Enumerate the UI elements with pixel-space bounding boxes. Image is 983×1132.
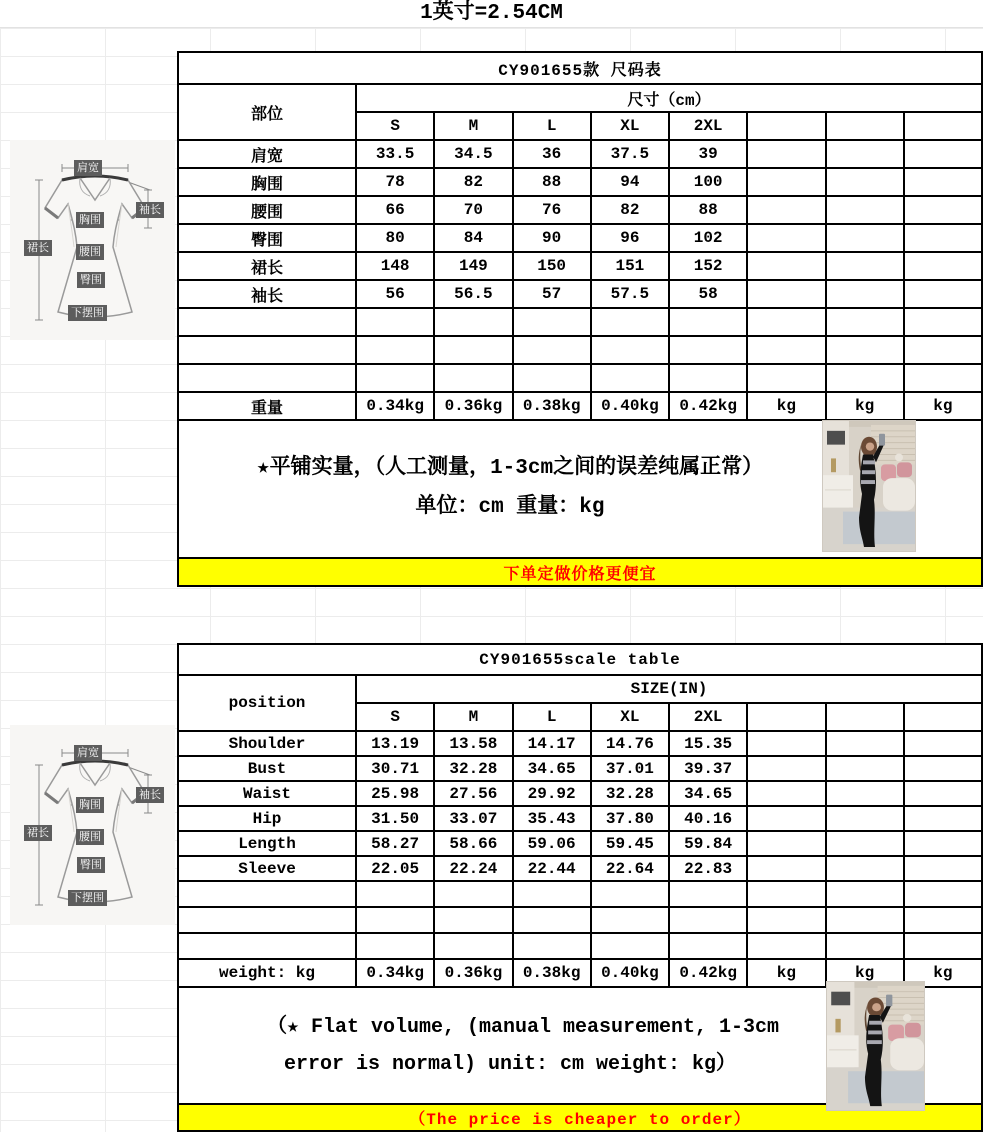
empty-row — [178, 907, 982, 933]
size-col-2xl: 2XL — [669, 703, 747, 731]
measure-cell: 57 — [513, 280, 591, 308]
note-line-2: 单位：cm 重量：kg — [415, 496, 605, 519]
empty-cell — [356, 336, 434, 364]
measure-cell: 29.92 — [513, 781, 591, 806]
empty-cell — [826, 933, 904, 959]
measure-row — [178, 806, 982, 831]
empty-cell — [669, 933, 747, 959]
row-label: 袖长 — [178, 280, 356, 308]
sleeve-length-label: 袖长 — [136, 202, 164, 218]
weight-cell: 0.34kg — [356, 959, 434, 987]
measure-cell: 58.66 — [434, 831, 512, 856]
measure-cell: 56.5 — [434, 280, 512, 308]
measure-row — [178, 196, 982, 224]
measure-cell: 78 — [356, 168, 434, 196]
empty-cell — [747, 907, 825, 933]
table-row — [178, 52, 982, 84]
measure-cell: 59.06 — [513, 831, 591, 856]
measure-cell: 32.28 — [591, 781, 669, 806]
empty-row — [178, 308, 982, 336]
empty-cell — [356, 881, 434, 907]
hip-label: 臀围 — [77, 857, 105, 873]
measure-cell: 13.19 — [356, 731, 434, 756]
measure-cell — [747, 140, 825, 168]
size-col-empty — [826, 703, 904, 731]
measure-cell — [904, 856, 982, 881]
measure-cell — [904, 831, 982, 856]
weight-cell: kg — [747, 392, 825, 420]
row-label: 肩宽 — [178, 140, 356, 168]
empty-cell — [826, 881, 904, 907]
measure-cell: 35.43 — [513, 806, 591, 831]
measure-cell: 152 — [669, 252, 747, 280]
measure-cell: 36 — [513, 140, 591, 168]
weight-cell: kg — [826, 959, 904, 987]
row-label: Length — [178, 831, 356, 856]
measure-row — [178, 168, 982, 196]
empty-cell — [591, 308, 669, 336]
empty-cell — [904, 907, 982, 933]
empty-cell — [434, 308, 512, 336]
measure-cell: 34.65 — [513, 756, 591, 781]
measure-cell: 66 — [356, 196, 434, 224]
empty-cell — [434, 881, 512, 907]
shoulder-width-label: 肩宽 — [74, 160, 102, 176]
measure-row — [178, 280, 982, 308]
size-col-empty — [904, 112, 982, 140]
dress-measurement-diagram — [10, 140, 175, 340]
row-label: Bust — [178, 756, 356, 781]
empty-cell — [591, 336, 669, 364]
size-col-m: M — [434, 703, 512, 731]
empty-cell — [513, 907, 591, 933]
empty-cell — [826, 336, 904, 364]
model-in-black-dress-photo — [827, 982, 924, 1110]
hem-label: 下摆围 — [68, 890, 107, 906]
measure-cell: 82 — [434, 168, 512, 196]
size-col-empty — [747, 112, 825, 140]
weight-label: weight: kg — [178, 959, 356, 987]
measure-row — [178, 224, 982, 252]
bust-label: 胸围 — [76, 797, 104, 813]
measure-cell: 14.76 — [591, 731, 669, 756]
size-unit-header-en: SIZE(IN) — [356, 675, 982, 703]
hip-label: 臀围 — [77, 272, 105, 288]
weight-label: 重量 — [178, 392, 356, 420]
empty-cell — [904, 336, 982, 364]
row-label: 裙长 — [178, 252, 356, 280]
weight-cell: 0.36kg — [434, 959, 512, 987]
empty-cell — [591, 881, 669, 907]
shoulder-width-label: 肩宽 — [74, 745, 102, 761]
size-col-l: L — [513, 112, 591, 140]
row-label: Sleeve — [178, 856, 356, 881]
empty-cell — [434, 364, 512, 392]
waist-label: 腰围 — [76, 829, 104, 845]
measure-cell: 37.01 — [591, 756, 669, 781]
sleeve-length-label: 袖长 — [136, 787, 164, 803]
measure-cell: 76 — [513, 196, 591, 224]
empty-cell — [669, 308, 747, 336]
measure-cell — [826, 252, 904, 280]
empty-cell — [513, 881, 591, 907]
empty-cell — [178, 881, 356, 907]
row-label: 胸围 — [178, 168, 356, 196]
measure-cell: 40.16 — [669, 806, 747, 831]
measure-cell — [747, 756, 825, 781]
measure-cell — [747, 252, 825, 280]
empty-cell — [591, 933, 669, 959]
weight-cell: kg — [747, 959, 825, 987]
measure-cell: 37.80 — [591, 806, 669, 831]
measure-cell — [904, 224, 982, 252]
model-photo — [822, 420, 916, 552]
measure-cell: 37.5 — [591, 140, 669, 168]
measure-cell — [904, 806, 982, 831]
measure-cell: 33.5 — [356, 140, 434, 168]
model-photo — [826, 981, 925, 1111]
row-label: 臀围 — [178, 224, 356, 252]
measure-cell — [747, 831, 825, 856]
measure-cell — [826, 731, 904, 756]
corner-header-cn: 部位 — [178, 84, 356, 140]
measure-cell: 39.37 — [669, 756, 747, 781]
empty-cell — [513, 364, 591, 392]
empty-cell — [826, 308, 904, 336]
size-col-xl: XL — [591, 703, 669, 731]
measure-cell: 22.64 — [591, 856, 669, 881]
promo-banner-cn: 下单定做价格更便宜 — [178, 558, 982, 586]
measure-cell: 59.45 — [591, 831, 669, 856]
empty-cell — [178, 336, 356, 364]
measure-cell: 96 — [591, 224, 669, 252]
measure-cell — [904, 252, 982, 280]
empty-cell — [826, 907, 904, 933]
measure-cell — [826, 140, 904, 168]
empty-cell — [747, 308, 825, 336]
weight-cell: 0.40kg — [591, 392, 669, 420]
row-label: Hip — [178, 806, 356, 831]
weight-cell: 0.38kg — [513, 959, 591, 987]
measure-row — [178, 831, 982, 856]
measure-cell: 148 — [356, 252, 434, 280]
row-label: Waist — [178, 781, 356, 806]
weight-cell: 0.38kg — [513, 392, 591, 420]
empty-row — [178, 881, 982, 907]
empty-cell — [904, 933, 982, 959]
corner-header-en: position — [178, 675, 356, 731]
row-label: 腰围 — [178, 196, 356, 224]
empty-cell — [747, 881, 825, 907]
measure-row — [178, 731, 982, 756]
model-in-black-dress-photo — [823, 421, 915, 551]
measure-cell: 94 — [591, 168, 669, 196]
empty-cell — [434, 933, 512, 959]
weight-cell: kg — [904, 392, 982, 420]
measure-cell: 88 — [669, 196, 747, 224]
measure-cell: 34.5 — [434, 140, 512, 168]
size-col-empty — [826, 112, 904, 140]
measure-cell: 13.58 — [434, 731, 512, 756]
weight-cell: 0.36kg — [434, 392, 512, 420]
weight-cell: 0.40kg — [591, 959, 669, 987]
measure-cell: 31.50 — [356, 806, 434, 831]
measure-cell: 14.17 — [513, 731, 591, 756]
measure-cell — [747, 731, 825, 756]
empty-row — [178, 336, 982, 364]
empty-cell — [747, 933, 825, 959]
measure-cell: 57.5 — [591, 280, 669, 308]
empty-cell — [591, 364, 669, 392]
table-row — [178, 644, 982, 675]
measure-cell: 15.35 — [669, 731, 747, 756]
measure-cell — [826, 168, 904, 196]
measure-cell: 149 — [434, 252, 512, 280]
measure-cell: 34.65 — [669, 781, 747, 806]
size-unit-header-cn: 尺寸（cm） — [356, 84, 982, 112]
empty-cell — [178, 308, 356, 336]
measure-cell — [826, 781, 904, 806]
empty-cell — [904, 881, 982, 907]
empty-cell — [591, 907, 669, 933]
measure-cell — [747, 196, 825, 224]
empty-cell — [356, 933, 434, 959]
measure-cell — [747, 856, 825, 881]
size-col-s: S — [356, 703, 434, 731]
measure-cell — [747, 168, 825, 196]
empty-cell — [356, 364, 434, 392]
measure-row — [178, 856, 982, 881]
empty-cell — [513, 933, 591, 959]
empty-cell — [434, 907, 512, 933]
empty-cell — [669, 881, 747, 907]
empty-cell — [178, 907, 356, 933]
empty-cell — [826, 364, 904, 392]
measure-cell: 102 — [669, 224, 747, 252]
note-line-1: （★ Flat volume, (manual measurement, 1-3cm — [266, 1015, 780, 1039]
measure-cell: 84 — [434, 224, 512, 252]
measure-cell: 22.44 — [513, 856, 591, 881]
row-label: Shoulder — [178, 731, 356, 756]
measure-cell: 30.71 — [356, 756, 434, 781]
measure-cell — [904, 756, 982, 781]
size-col-2xl: 2XL — [669, 112, 747, 140]
measure-cell: 25.98 — [356, 781, 434, 806]
empty-cell — [904, 308, 982, 336]
measure-cell: 22.24 — [434, 856, 512, 881]
measure-cell: 58.27 — [356, 831, 434, 856]
measure-cell: 56 — [356, 280, 434, 308]
measure-cell: 70 — [434, 196, 512, 224]
measure-cell — [904, 781, 982, 806]
empty-cell — [178, 364, 356, 392]
unit-conversion-note: 1英寸=2.54CM — [0, 0, 983, 28]
measure-cell: 22.83 — [669, 856, 747, 881]
measure-cell: 88 — [513, 168, 591, 196]
hem-label: 下摆围 — [68, 305, 107, 321]
weight-row — [178, 392, 982, 420]
empty-cell — [747, 364, 825, 392]
measure-cell — [826, 224, 904, 252]
promo-banner-en: （The price is cheaper to order） — [178, 1104, 982, 1131]
measure-cell — [904, 280, 982, 308]
measure-row — [178, 781, 982, 806]
measure-cell: 100 — [669, 168, 747, 196]
measure-cell — [904, 168, 982, 196]
measure-cell: 27.56 — [434, 781, 512, 806]
weight-cell: kg — [904, 959, 982, 987]
weight-cell: 0.34kg — [356, 392, 434, 420]
waist-label: 腰围 — [76, 244, 104, 260]
measure-cell — [826, 280, 904, 308]
empty-cell — [178, 933, 356, 959]
empty-cell — [669, 336, 747, 364]
measure-cell: 82 — [591, 196, 669, 224]
weight-cell: 0.42kg — [669, 392, 747, 420]
size-col-m: M — [434, 112, 512, 140]
measure-cell — [747, 781, 825, 806]
measure-row — [178, 252, 982, 280]
measure-row — [178, 140, 982, 168]
empty-cell — [669, 364, 747, 392]
table-title-cn: CY901655款 尺码表 — [178, 52, 982, 84]
size-col-l: L — [513, 703, 591, 731]
note-line-1: ★平铺实量，（人工测量，1-3cm之间的误差纯属正常） — [256, 457, 764, 481]
bust-label: 胸围 — [76, 212, 104, 228]
measure-cell — [904, 140, 982, 168]
measure-cell — [747, 224, 825, 252]
measure-cell — [826, 196, 904, 224]
measure-cell: 59.84 — [669, 831, 747, 856]
measure-cell: 39 — [669, 140, 747, 168]
measure-cell: 80 — [356, 224, 434, 252]
measure-row — [178, 756, 982, 781]
size-col-empty — [747, 703, 825, 731]
empty-row — [178, 933, 982, 959]
empty-cell — [513, 308, 591, 336]
measure-cell — [826, 856, 904, 881]
measure-cell — [826, 756, 904, 781]
dress-measurement-diagram — [10, 725, 175, 925]
empty-cell — [356, 308, 434, 336]
weight-cell: kg — [826, 392, 904, 420]
empty-row — [178, 364, 982, 392]
size-col-s: S — [356, 112, 434, 140]
dress-length-label: 裙长 — [24, 240, 52, 256]
table-title-en: CY901655scale table — [178, 644, 982, 675]
measure-cell — [826, 831, 904, 856]
table-row — [178, 675, 982, 703]
measure-cell: 33.07 — [434, 806, 512, 831]
banner-row — [178, 558, 982, 586]
measure-cell — [826, 806, 904, 831]
measure-cell — [904, 196, 982, 224]
measure-cell — [904, 731, 982, 756]
empty-cell — [747, 336, 825, 364]
dress-length-label: 裙长 — [24, 825, 52, 841]
measure-cell: 22.05 — [356, 856, 434, 881]
measure-cell: 150 — [513, 252, 591, 280]
size-col-xl: XL — [591, 112, 669, 140]
empty-cell — [669, 907, 747, 933]
measure-cell: 90 — [513, 224, 591, 252]
empty-cell — [356, 907, 434, 933]
empty-cell — [434, 336, 512, 364]
measure-cell: 58 — [669, 280, 747, 308]
measure-cell: 32.28 — [434, 756, 512, 781]
empty-cell — [904, 364, 982, 392]
table-row — [178, 84, 982, 112]
note-line-2: error is normal) unit: cm weight: kg） — [283, 1052, 737, 1076]
measure-cell: 151 — [591, 252, 669, 280]
weight-cell: 0.42kg — [669, 959, 747, 987]
measure-cell — [747, 280, 825, 308]
measure-cell — [747, 806, 825, 831]
size-col-empty — [904, 703, 982, 731]
empty-cell — [513, 336, 591, 364]
